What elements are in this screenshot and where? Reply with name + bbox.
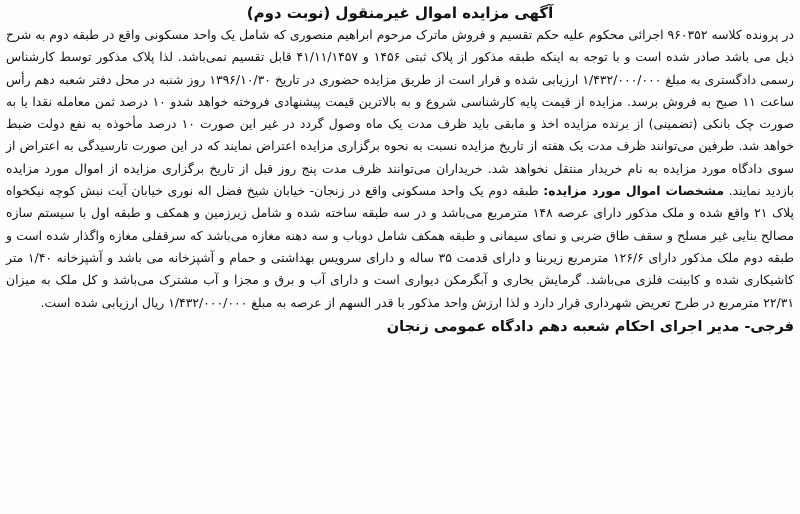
notice-title: آگهی مزایده اموال غیرمنقول (نوبت دوم) — [246, 4, 554, 22]
notice-signature: فرجی- مدیر اجرای احکام شعبه دهم دادگاه عمومی زنجان — [386, 318, 794, 335]
property-specs-heading: مشخصات اموال مورد مزایده: — [543, 183, 725, 199]
notice-body — [6, 24, 794, 314]
notice-paragraph-1: در پرونده کلاسه ۹۶۰۳۵۲ اجرائی محکوم علیه حکم تقسیم و فروش ماترک مرحوم ابراهیم منصوری که شامل یک واحد مسکونی واقع در طبقه دوم به شرح ذیل می باشد صادر شده است و با توجه به اینکه طبقه مذکور از پلاک ثبتی ۱۴۵۶ و ۴۱/۱۱/۱۴۵۷ قابل تقسیم نمی‌باشد. لذا پلاک مذکور توسط کارشناس رسمی دادگستری به مبلغ ۱/۴۳۲/۰۰۰/۰۰۰ ارزیابی شده و قرار است از طریق مزایده حضوری در تاریخ ۱۳۹۶/۱۰/۳۰ روز شنبه در محل دفتر شعبه دهم رأس ساعت ۱۱ صبح به فروش برسد. مزایده از قیمت پایه کارشناسی شروع و به بالاترین قیمت پیشنهادی فروخته خواهد شدو ۱۰ درصد ثمن معامله نقدا یا به صورت چک بانکی (تضمینی) از برنده مزایده اخذ و مابقی باید ظرف مدت یک ماه وصول گردد در غیر این صورت ۱۰ درصد مأخوذه به نفع دولت ضبط خواهد شد. طرفین می‌توانند ظرف مدت یک هفته از تاریخ مزایده نسبت به نحوه برگزاری مزایده اعتراض نمایند که در این صورت تارسیدگی به اعتراض از سوی دادگاه مورد مزایده به نام خریدار منتقل نخواهد شد. خریداران می‌توانند ظرف مدت پنج روز قبل از تاریخ برگزاری مزایده از اموال مورد مزایده بازدید نمایند. — [6, 27, 795, 199]
notice-paragraph-2: طبقه دوم یک واحد مسکونی واقع در زنجان- خیابان شیخ فضل اله نوری خیابان آیت نبش کوچه نیکخواه پلاک ۲۱ واقع شده و ملک مذکور دارای عرصه ۱۴۸ مترمربع می‌باشد و در سه طبقه ساخته شده و شامل زیرزمین و همکف و طبقه اول با سیستم سازه مصالح بنایی غیر مسلح و سقف طاق ضربی و نمای سیمانی و طبقه همکف شامل دوباب و سه دهنه مغازه می‌باشد که سرقفلی مغازه واگذار شده است و طبقه دوم ملک مذکور دارای ۱۲۶/۶ مترمربع زیربنا و دارای قدمت ۳۵ ساله و دارای سرویس بهداشتی و حمام و آشپزخانه می باشد و آشپزخانه ۱/۴۰ متر کاشیکاری شده و کابینت فلزی می‌باشد. گرمایش بخاری و آبگرمکن دیواری است و دارای آب و برق و مجزا و آب مشترک می‌باشد و کل ملک به میزان ۲۲/۳۱ مترمربع در طرح تعریض شهرداری قرار دارد و لذا ارزش واحد مذکور با قدر السهم از عرصه به مبلغ ۱/۴۳۲/۰۰۰/۰۰۰ ریال ارزیابی شده است. — [6, 183, 795, 310]
